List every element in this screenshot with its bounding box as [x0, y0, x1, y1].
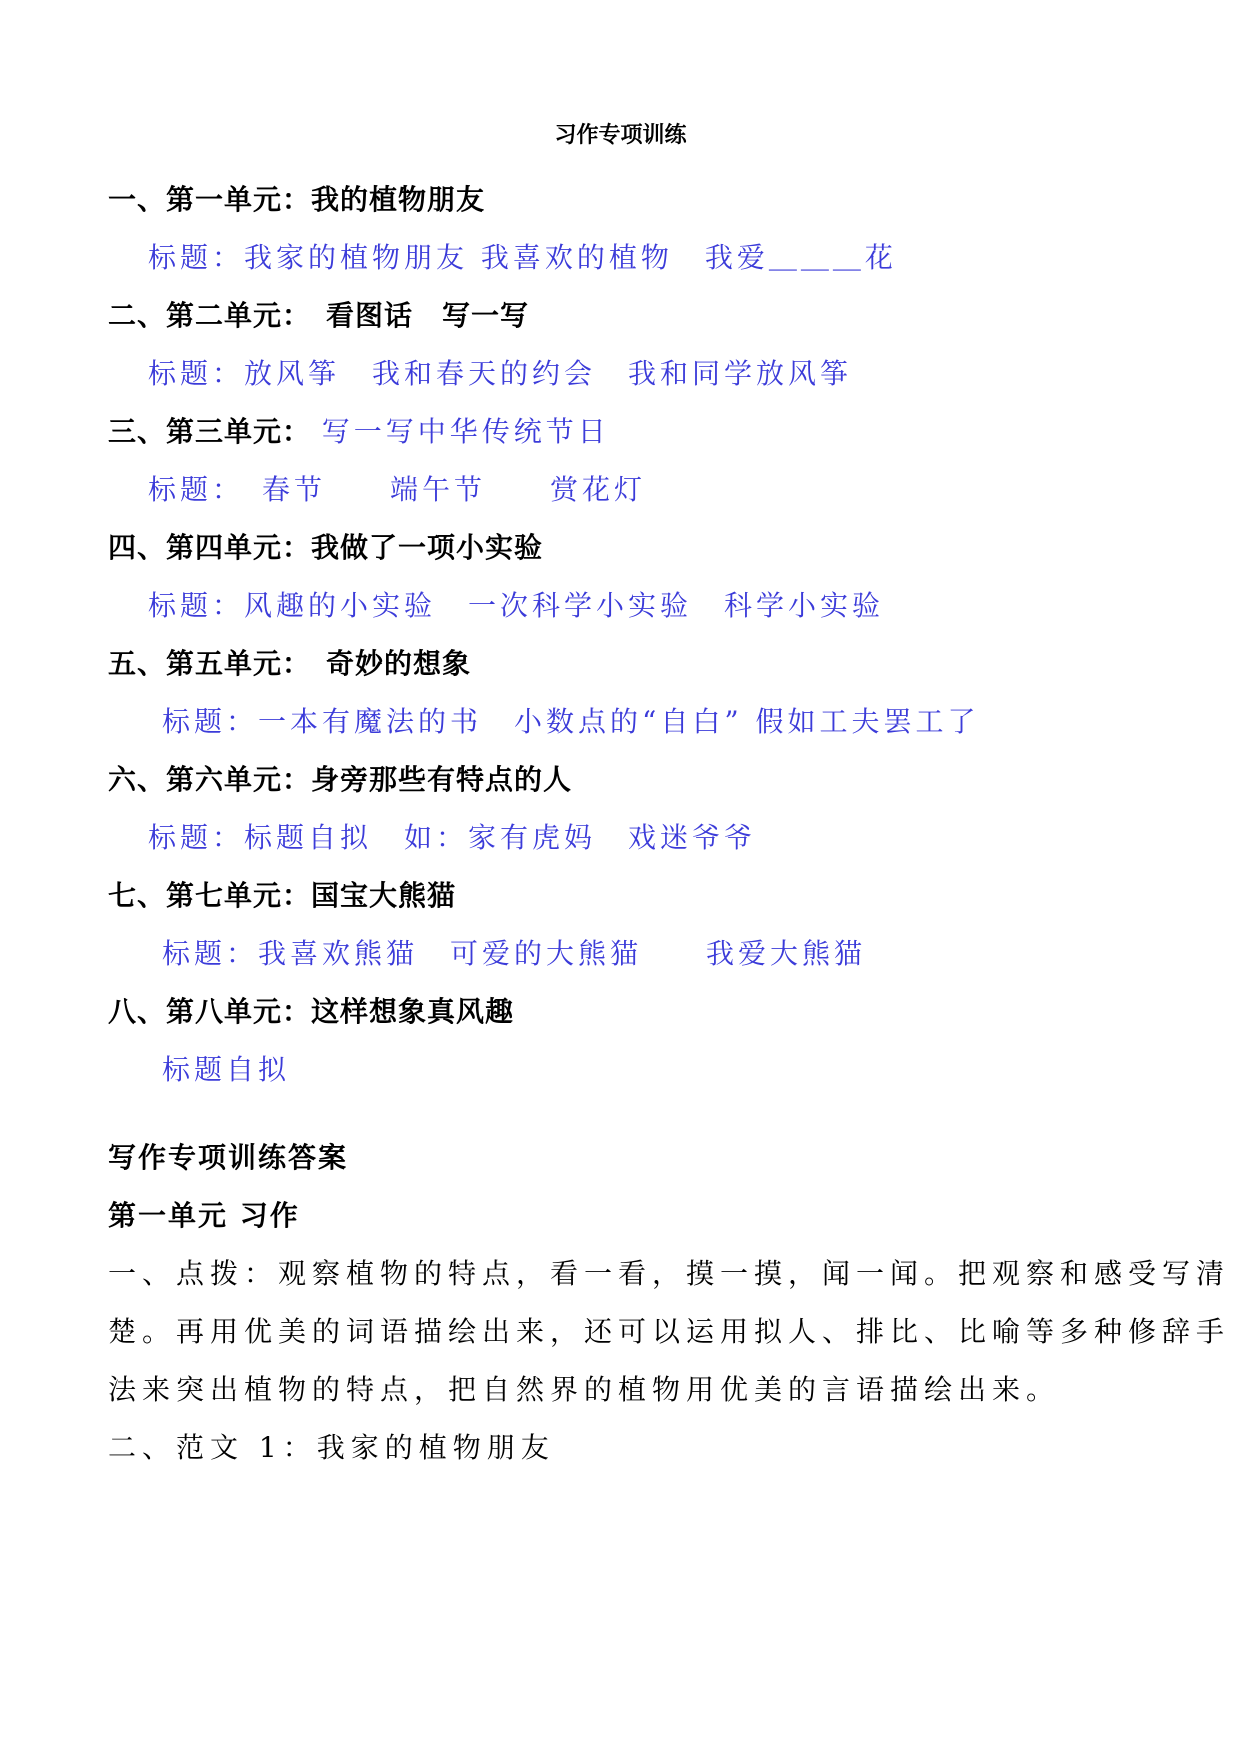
unit-6-heading: 六、第六单元：身旁那些有特点的人 — [108, 763, 573, 796]
unit-4-heading: 四、第四单元：我做了一项小实验 — [108, 531, 544, 564]
unit-6-topics: 标题：标题自拟 如：家有虎妈 戏迷爷爷 — [148, 821, 757, 854]
unit-3-heading-extra: 写一写中华传统节日 — [321, 415, 610, 448]
answer-paragraph-line: 一、点拨：观察植物的特点，看一看，摸一摸，闻一闻。把观察和感受写清 — [108, 1257, 1231, 1290]
unit-8-topics: 标题自拟 — [162, 1053, 291, 1086]
answers-unit-heading: 第一单元 习作 — [108, 1199, 300, 1232]
unit-3-heading: 三、第三单元： — [108, 415, 312, 448]
answer-paragraph-line: 楚。再用优美的词语描绘出来，还可以运用拟人、排比、比喻等多种修辞手 — [108, 1315, 1231, 1348]
document-title: 习作专项训练 — [554, 122, 687, 148]
unit-8-heading: 八、第八单元：这样想象真风趣 — [108, 995, 515, 1028]
unit-1-heading: 一、第一单元：我的植物朋友 — [108, 183, 486, 216]
answer-paragraph-line: 二、范文 1：我家的植物朋友 — [108, 1431, 555, 1464]
unit-2-heading: 二、第二单元： 看图话 写一写 — [108, 299, 530, 332]
unit-7-topics: 标题：我喜欢熊猫 可爱的大熊猫 我爱大熊猫 — [162, 937, 867, 970]
unit-7-heading: 七、第七单元：国宝大熊猫 — [108, 879, 457, 912]
answer-paragraph-line: 法来突出植物的特点，把自然界的植物用优美的言语描绘出来。 — [108, 1373, 1061, 1406]
unit-3-heading-row — [108, 410, 610, 450]
unit-1-topics: 标题：我家的植物朋友 我喜欢的植物 我爱＿＿＿花 — [148, 241, 897, 274]
unit-5-heading: 五、第五单元： 奇妙的想象 — [108, 647, 472, 680]
unit-2-topics: 标题：放风筝 我和春天的约会 我和同学放风筝 — [148, 357, 853, 390]
unit-3-topics: 标题： 春节 端午节 赏花灯 — [148, 473, 647, 506]
unit-4-topics: 标题：风趣的小实验 一次科学小实验 科学小实验 — [148, 589, 885, 622]
answers-heading: 写作专项训练答案 — [108, 1141, 349, 1174]
unit-5-topics: 标题：一本有魔法的书 小数点的“自白” 假如工夫罢工了 — [162, 705, 980, 738]
